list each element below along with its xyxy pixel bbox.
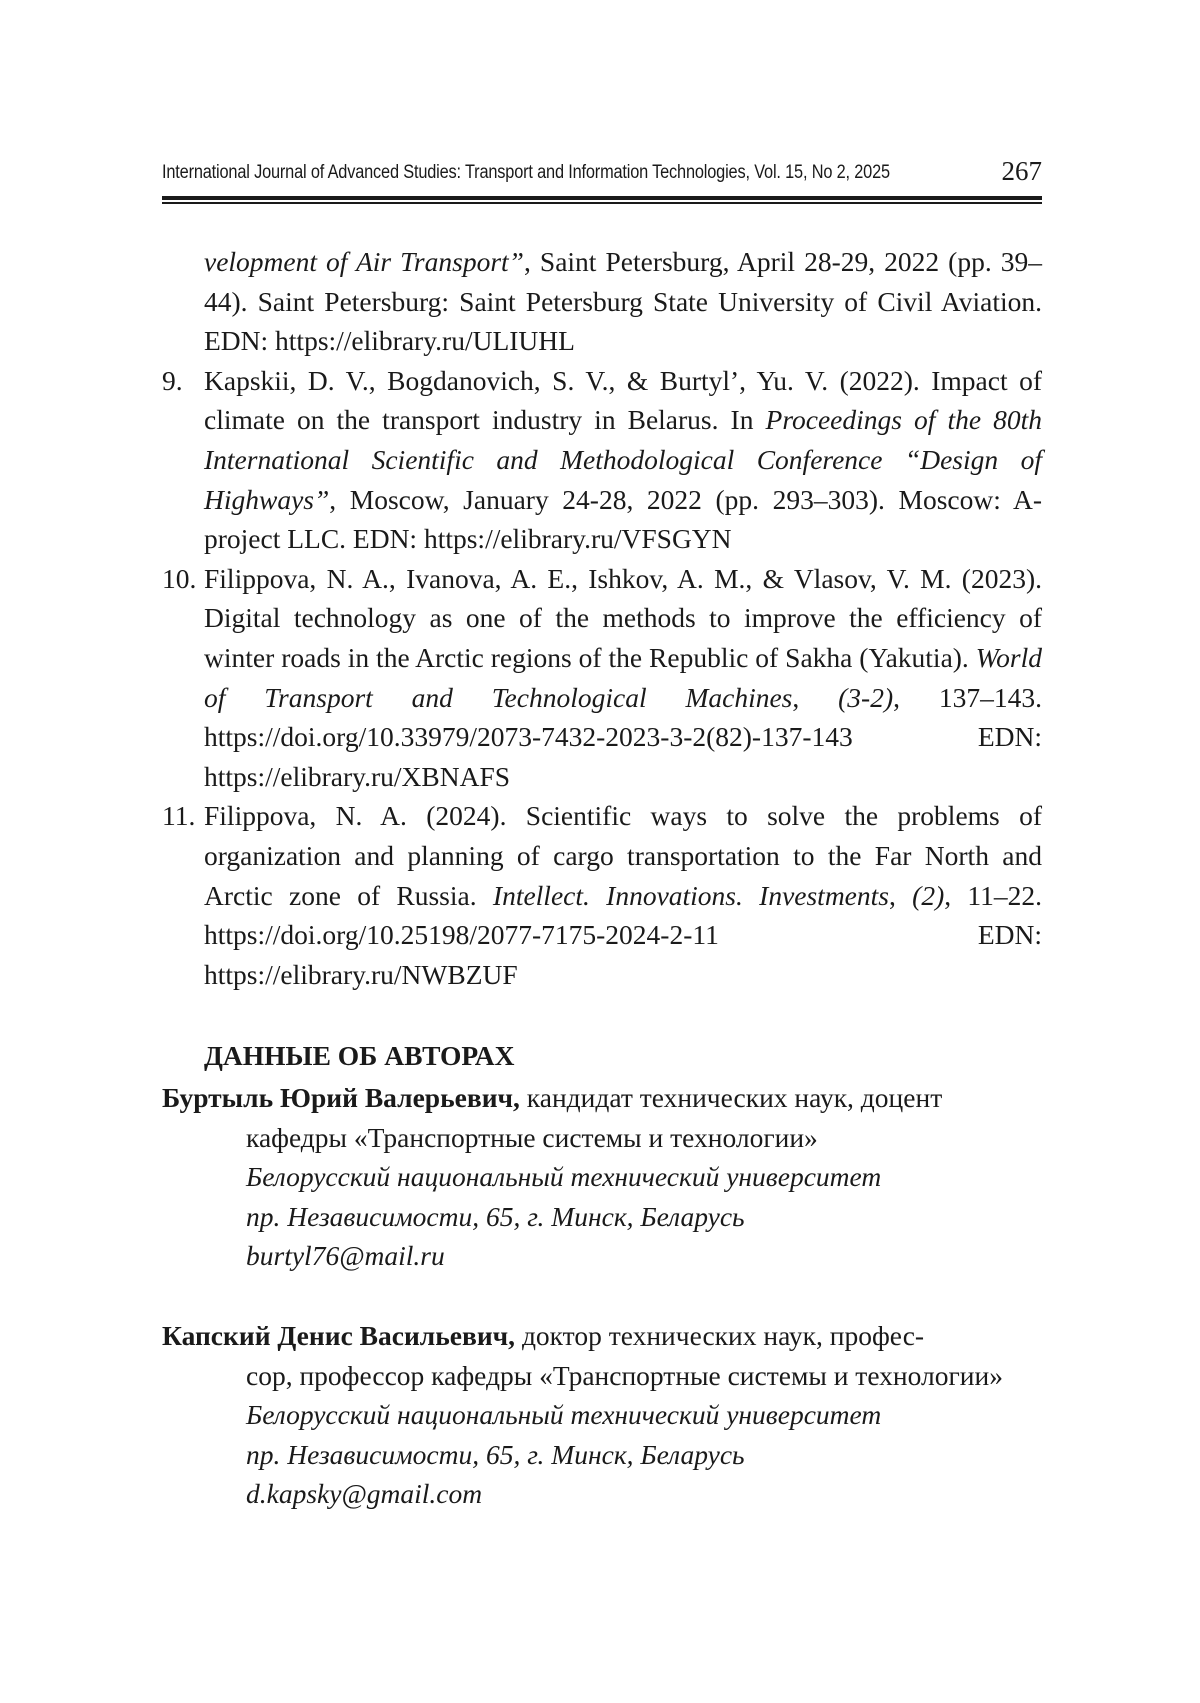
author-role-cont: кафедры «Транспортные системы и технологии» [246, 1121, 818, 1153]
reference-list [162, 242, 1042, 994]
author-role: доктор технических наук, профес- [515, 1320, 925, 1351]
author-address: пр. Независимости, 65, г. Минск, Беларусь [246, 1200, 745, 1232]
author-entry [162, 1078, 1042, 1276]
reference-11 [162, 796, 1042, 994]
header-rule-thin [162, 202, 1042, 204]
author-lead-line [162, 1316, 1042, 1356]
ref-italic: Proceedings of the 80th International Scientific and Methodological Conference “Design of Highways” [204, 404, 1042, 515]
author-address: пр. Независимости, 65, г. Минск, Беларусь [246, 1438, 745, 1470]
author-name: Капский Денис Васильевич, [162, 1320, 516, 1351]
reference-number: 9. [162, 364, 183, 396]
author-affiliation: Белорусский национальный технический университет [246, 1399, 882, 1431]
ref-text: , 137–143. https://doi.org/10.33979/2073-7432-2023-3-2(82)-137-143 EDN: https://elibrary.ru/XBNAFS [204, 681, 1042, 792]
ref-text: Kapskii, D. V., Bogdanovich, S. V., & Burtyl’, Yu. V. (2022). Impact of climate on the transport industry in Belarus. In [204, 364, 1042, 436]
reference-8-continued [162, 242, 1042, 361]
ref-italic: velopment of Air Transport” [204, 246, 524, 277]
ref-text: , 11–22. https://doi.org/10.25198/2077-7175-2024-2-11 EDN: https://elibrary.ru/NWBZUF [204, 879, 1043, 990]
ref-text: , Moscow, January 24-28, 2022 (pp. 293–303). Moscow: A-project LLC. EDN: https://elibrary.ru/VFSGYN [204, 483, 1042, 555]
reference-9 [162, 361, 1042, 559]
author-role: кандидат технических наук, доцент [519, 1082, 943, 1113]
ref-text: , [888, 879, 913, 911]
ref-text: , Saint Petersburg, April 28-29, 2022 (pp. 39–44). Saint Petersburg: Saint Petersburg State University of Civil Aviation. EDN: https://elibrary.ru/ULIUHL [204, 246, 1043, 357]
reference-number: 10. [162, 562, 197, 594]
page-number: 267 [1001, 156, 1042, 186]
ref-text: Filippova, N. A. (2024). Scientific ways to solve the problems of organization and planning of cargo transportation to the Far North and Arctic zone of Russia. [204, 800, 1042, 911]
ref-italic: World of Transport and Technological Machines [204, 641, 1042, 713]
ref-italic: Intellect. Innovations. Investments [492, 879, 889, 911]
header-rule-thick [162, 196, 1042, 200]
author-email: d.kapsky@gmail.com [246, 1478, 483, 1510]
running-header [162, 152, 1042, 192]
author-lead-line [162, 1078, 1042, 1118]
author-role-cont: сор, профессор кафедры «Транспортные системы и технологии» [246, 1359, 1003, 1391]
reference-10 [162, 559, 1042, 797]
ref-text: Filippova, N. A., Ivanova, A. E., Ishkov, A. M., & Vlasov, V. M. (2023). Digital technology as one of the methods to improve the efficiency of winter roads in the Arctic regions of the Republic of Sakha (Yakutia). [204, 562, 1042, 673]
author-name: Буртыль Юрий Валерьевич, [162, 1082, 520, 1113]
reference-number: 11. [162, 800, 196, 832]
journal-title: International Journal of Advanced Studies: Transport and Information Technologies, Vol. 15, No 2, 2025 [162, 162, 890, 183]
author-entry [162, 1316, 1042, 1514]
author-email: burtyl76@mail.ru [246, 1240, 445, 1272]
authors-section-title: ДАННЫЕ ОБ АВТОРАХ [204, 1040, 515, 1071]
ref-italic: (2) [912, 879, 945, 911]
ref-text: , [792, 681, 839, 713]
ref-italic: (3-2) [838, 681, 894, 713]
author-affiliation: Белорусский национальный технический университет [246, 1161, 882, 1193]
